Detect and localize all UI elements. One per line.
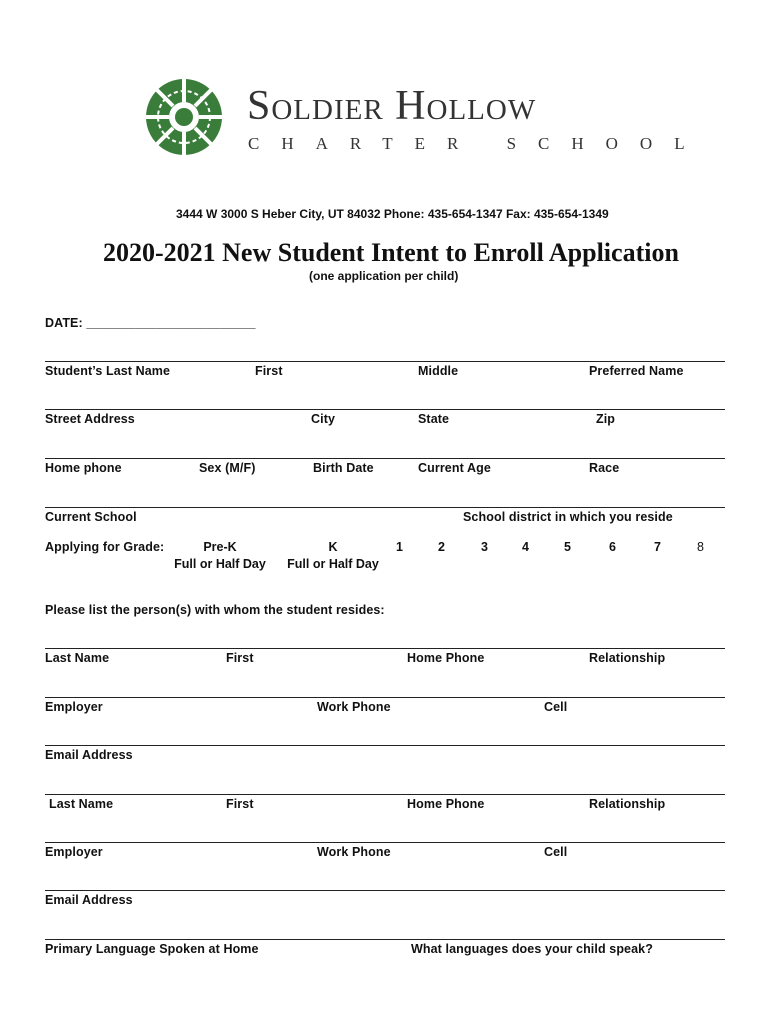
guardian1-relationship-label: Relationship (589, 651, 666, 665)
divider (45, 507, 725, 508)
grade-option-k[interactable] (283, 540, 383, 571)
guardian2-first-label: First (226, 797, 254, 811)
grade-option-2[interactable]: 2 (438, 540, 446, 554)
guardian1-employer-label: Employer (45, 700, 103, 714)
guardian2-home-phone-label: Home Phone (407, 797, 485, 811)
grade-option-prek[interactable] (170, 540, 270, 571)
zip-label: Zip (596, 412, 616, 426)
student-first-label: First (255, 364, 283, 378)
divider (45, 697, 725, 698)
grade-option-3[interactable]: 3 (481, 540, 489, 554)
divider (45, 458, 725, 459)
student-last-name-label: Student’s Last Name (45, 364, 171, 378)
applying-grade-label: Applying for Grade: (45, 540, 165, 554)
school-logo-emblem-icon (145, 78, 223, 156)
guardian1-email-label: Email Address (45, 748, 133, 762)
grade-k-sub-label: Full or Half Day (287, 557, 379, 571)
street-address-label: Street Address (45, 412, 135, 426)
grade-prek-label: Pre-K (203, 540, 237, 554)
grade-option-7[interactable]: 7 (654, 540, 662, 554)
date-field[interactable]: DATE: ________________________ (45, 316, 256, 330)
form-title: 2020-2021 New Student Intent to Enroll Application (103, 238, 679, 267)
grade-option-4[interactable]: 4 (522, 540, 530, 554)
state-label: State (418, 412, 450, 426)
guardian1-first-label: First (226, 651, 254, 665)
school-logo (145, 78, 223, 156)
grade-k-label: K (328, 540, 338, 554)
divider (45, 409, 725, 410)
resides-prompt: Please list the person(s) with whom the student resides: (45, 603, 385, 617)
divider (45, 890, 725, 891)
current-school-label: Current School (45, 510, 137, 524)
school-district-label: School district in which you reside (463, 510, 673, 524)
divider (45, 939, 725, 940)
city-label: City (311, 412, 336, 426)
guardian2-work-phone-label: Work Phone (317, 845, 391, 859)
guardian2-employer-label: Employer (45, 845, 103, 859)
school-name: Soldier Hollow (247, 83, 537, 129)
grade-option-8[interactable]: 8 (697, 540, 704, 554)
sex-label: Sex (M/F) (199, 461, 256, 475)
guardian2-relationship-label: Relationship (589, 797, 666, 811)
school-address-line: 3444 W 3000 S Heber City, UT 84032 Phone: 435-654-1347 Fax: 435-654-1349 (176, 207, 609, 221)
home-phone-label: Home phone (45, 461, 122, 475)
race-label: Race (589, 461, 620, 475)
divider (45, 842, 725, 843)
form-subtitle: (one application per child) (309, 269, 459, 283)
grade-option-5[interactable]: 5 (564, 540, 572, 554)
current-age-label: Current Age (418, 461, 491, 475)
primary-language-label: Primary Language Spoken at Home (45, 942, 259, 956)
guardian2-cell-label: Cell (544, 845, 568, 859)
guardian1-cell-label: Cell (544, 700, 568, 714)
grade-option-6[interactable]: 6 (609, 540, 617, 554)
languages-question-label: What languages does your child speak? (411, 942, 653, 956)
guardian2-last-name-label: Last Name (49, 797, 114, 811)
grade-prek-sub-label: Full or Half Day (174, 557, 266, 571)
divider (45, 648, 725, 649)
school-subtitle: CHARTER SCHOOL (248, 134, 707, 153)
birth-date-label: Birth Date (313, 461, 374, 475)
student-middle-label: Middle (418, 364, 459, 378)
guardian2-email-label: Email Address (45, 893, 133, 907)
student-preferred-name-label: Preferred Name (589, 364, 684, 378)
divider (45, 361, 725, 362)
grade-option-1[interactable]: 1 (396, 540, 404, 554)
guardian1-work-phone-label: Work Phone (317, 700, 391, 714)
guardian1-home-phone-label: Home Phone (407, 651, 485, 665)
divider (45, 794, 725, 795)
divider (45, 745, 725, 746)
guardian1-last-name-label: Last Name (45, 651, 110, 665)
